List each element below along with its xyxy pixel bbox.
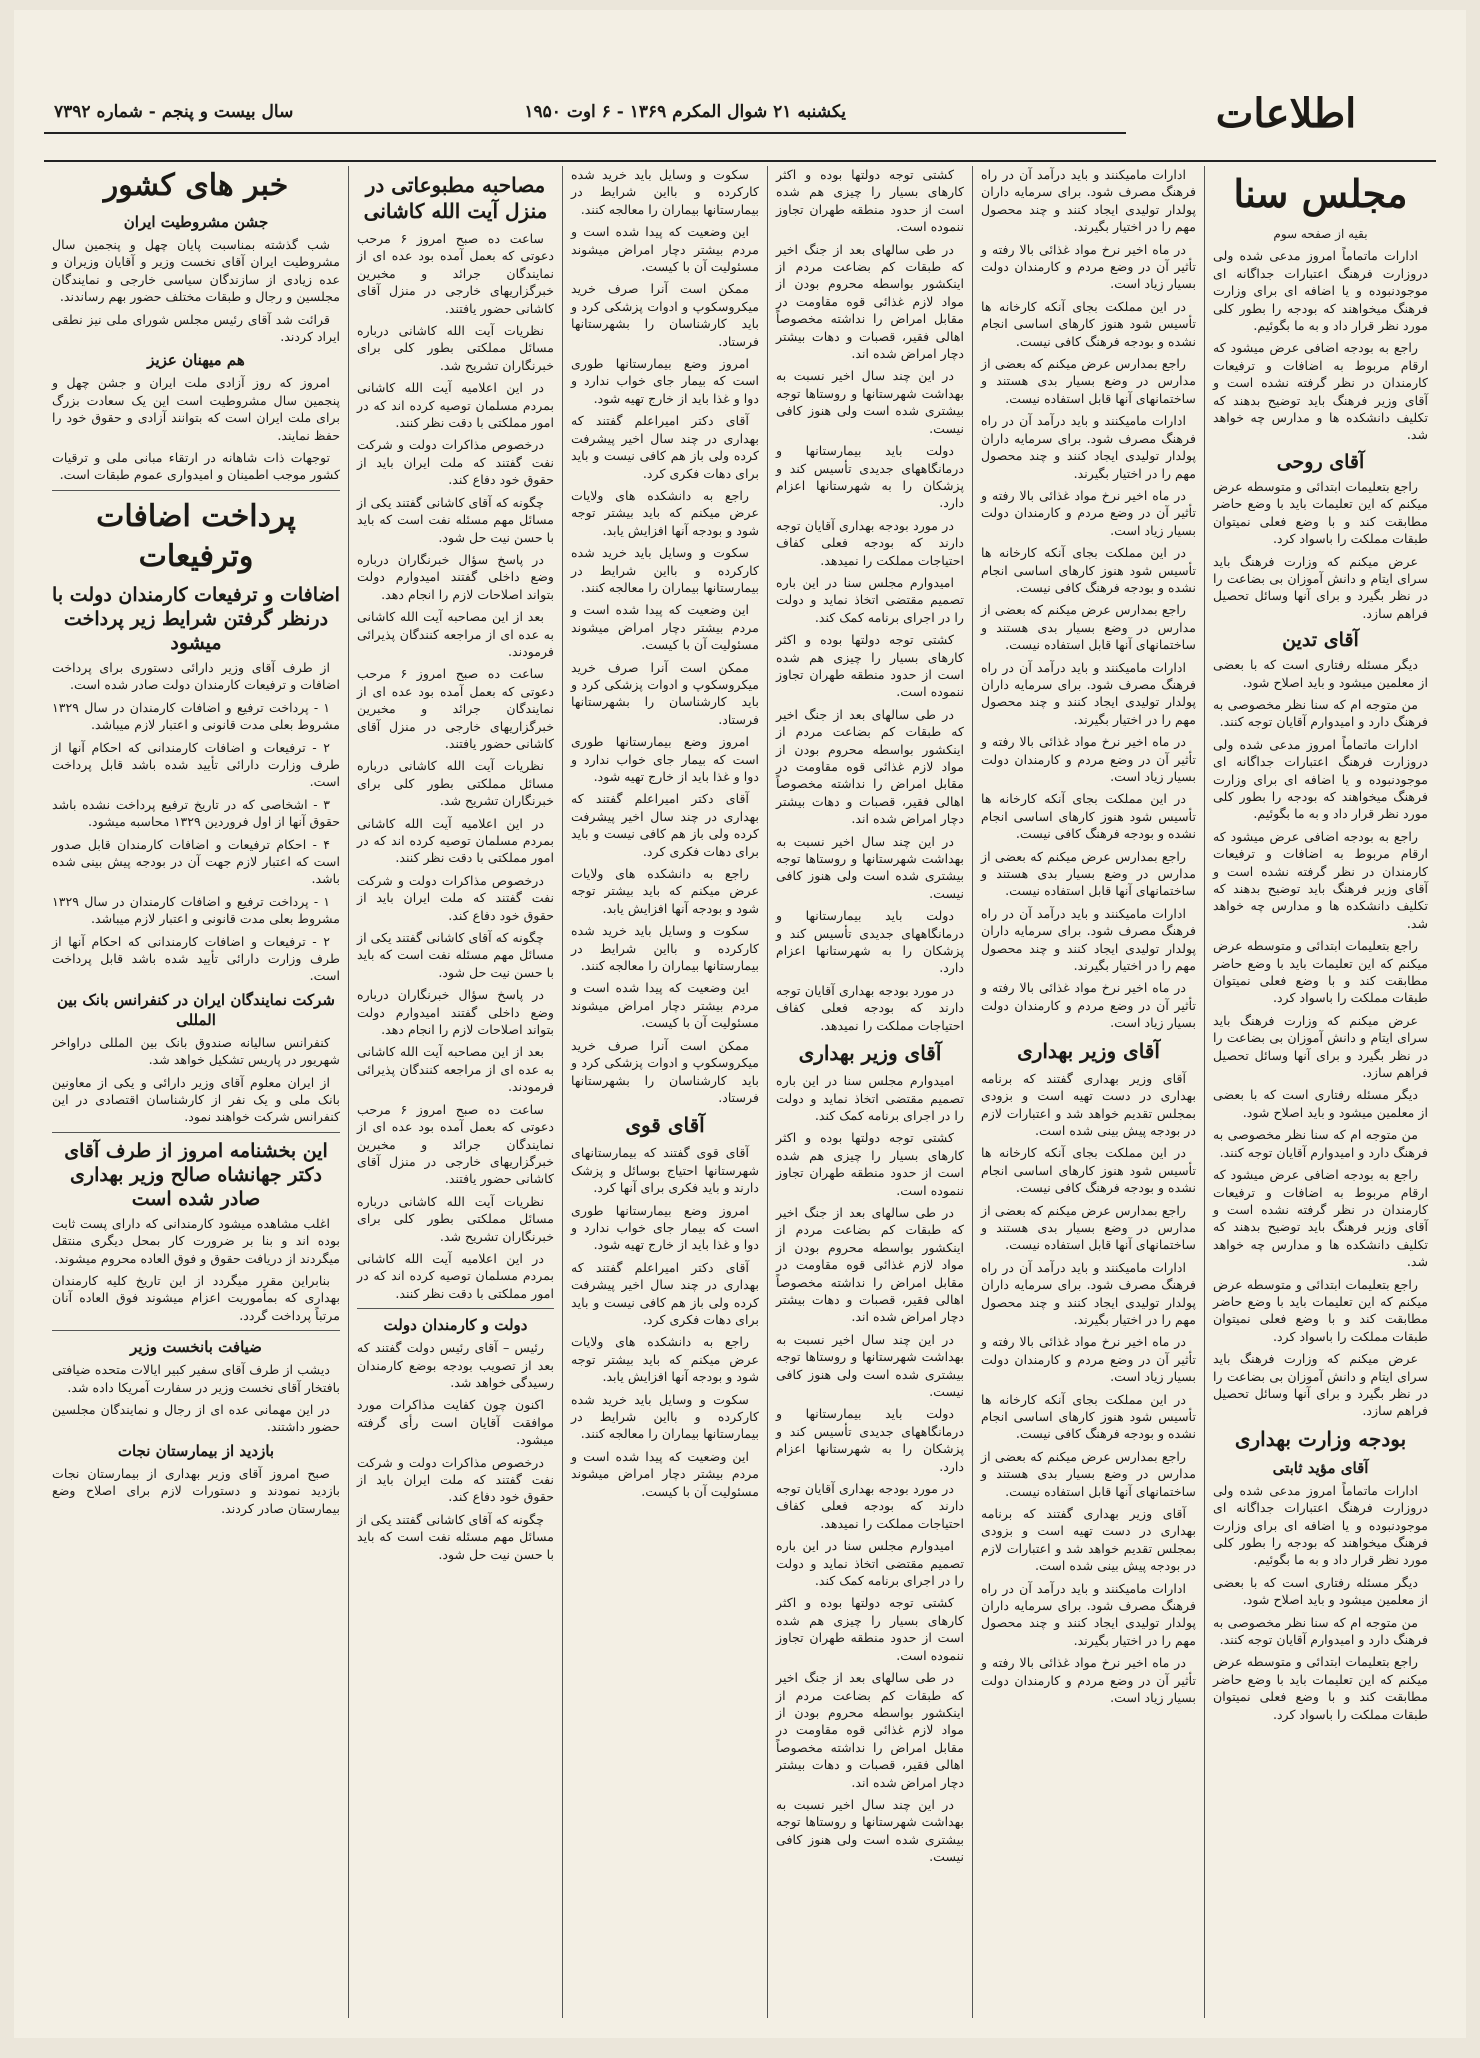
paragraph: امیدوارم مجلس سنا در این باره تصمیم مقتضی اتخاذ نماید و دولت را در اجرای برنامه کمک کند.	[776, 1073, 964, 1123]
paragraph: در این چند سال اخیر نسبت به بهداشت شهرستانها و روستاها توجه بیشتری شده است ولی هنوز کافی نیست.	[776, 833, 964, 901]
paragraph: راجع به دانشکده های ولایات عرض میکنم که باید بیشتر توجه شود و بودجه آنها افزایش یابد.	[571, 487, 759, 538]
paragraph: ادارات ماتماماً امروز مدعی شده ولی دروزارت فرهنگ اعتبارات جداگانه ای موجودنبوده و یا اضافه ای برای وزارت فرهنگ میخواهند که بودجه را بطور کلی مورد نظر قرار داد و به ما بگوئیم.	[1213, 1482, 1428, 1568]
paragraph: امروز وضع بیمارستانها طوری است که بیمار جای خواب ندارد و دوا و غذا باید از خارج تهیه شود.	[571, 734, 759, 784]
paragraph: نظریات آیت الله کاشانی درباره مسائل مملکتی بطور کلی برای خبرنگاران تشریح شد.	[357, 758, 554, 809]
subhead-circular: این بخشنامه امروز از طرف آقای دکتر جهانشاه صالح وزیر بهداری صادر شده است	[64, 1139, 328, 1210]
paragraph: در این مهمانی عده ای از رجال و نمایندگان مجلسین حضور داشتند.	[52, 1402, 340, 1435]
paragraph: ممکن است آنرا صرف خرید میکروسکوپ و ادوات پزشکی کرد و باید کارشناسان را بشهرستانها فرستاد.	[571, 659, 759, 727]
subhead-banquet: ضیافت بانخست وزیر	[130, 1338, 262, 1357]
paragraph: درخصوص مذاکرات دولت و شرکت نفت گفتند که ملت ایران باید از حقوق خود دفاع کند.	[357, 872, 554, 923]
paragraph: اغلب مشاهده میشود کارمندانی که دارای پست ثابت بوده اند و بنا بر ضرورت کار بمحل دیگری منتقل میگردند از دریافت حقوق و فوق العاده محروم میشوند.	[52, 1215, 340, 1266]
subhead-tadayon: آقای تدین	[1282, 629, 1359, 652]
paragraph: نظریات آیت الله کاشانی درباره مسائل مملکتی بطور کلی برای خبرنگاران تشریح شد.	[357, 323, 554, 373]
paragraph: راجع بتعلیمات ابتدائی و متوسطه عرض میکنم که این تعلیمات باید با وضع حاضر مطابقت کند و با وضع فعلی نمیتوان طبقات مملکت را باسواد کرد.	[1213, 1276, 1428, 1344]
paragraph: ممکن است آنرا صرف خرید میکروسکوپ و ادوات پزشکی کرد و باید کارشناسان را بشهرستانها فرستاد.	[571, 281, 759, 349]
divider	[52, 490, 340, 491]
paragraph: ممکن است آنرا صرف خرید میکروسکوپ و ادوات پزشکی کرد و باید کارشناسان را بشهرستانها فرستاد.	[571, 1037, 759, 1105]
paragraph: این وضعیت که پیدا شده است و مردم بیشتر دچار امراض میشوند مسئولیت آن با کیست.	[571, 980, 759, 1031]
paragraph: در مورد بودجه بهداری آقایان توجه دارند که بودجه فعلی کفاف احتیاجات مملکت را نمیدهد.	[776, 982, 964, 1033]
column-senate-2	[972, 166, 1204, 2018]
paragraph: درخصوص مذاکرات دولت و شرکت نفت گفتند که ملت ایران باید از حقوق خود دفاع کند.	[357, 437, 554, 488]
dateline	[44, 102, 1126, 134]
newspaper-page	[14, 10, 1466, 2038]
paragraph: قرائت شد آقای رئیس مجلس شورای ملی نیز نطقی ایراد کردند.	[52, 311, 340, 345]
paragraph: عرض میکنم که وزارت فرهنگ باید سرای ایتام و دانش آموزان بی بضاعت را در نظر بگیرد و برای آنها وسائل تحصیل فراهم سازد.	[1213, 1012, 1428, 1081]
paragraph: ادارات مامیکنند و باید درآمد آن در راه فرهنگ مصرف شود. برای سرمایه داران پولدار تولیدی ایجاد کنند و چند محصول مهم را در اختیار بگیرند.	[981, 1259, 1196, 1327]
subhead-moayed-sabeti: آقای مؤید ثابتی	[1272, 1458, 1369, 1477]
paragraph: دیگر مسئله رفتاری است که با بعضی از معلمین میشود و باید اصلاح شود.	[1213, 1574, 1428, 1608]
paragraph: عرض میکنم که وزارت فرهنگ باید سرای ایتام و دانش آموزان بی بضاعت را در نظر بگیرد و برای آنها وسائل تحصیل فراهم سازد.	[1213, 553, 1428, 621]
paragraph: ۲ - ترفیعات و اضافات کارمندانی که احکام آنها از طرف وزارت دارائی تأیید شده باشد قابل پرداخت است.	[52, 933, 340, 984]
paragraph: در ماه اخیر نرخ مواد غذائی بالا رفته و تأثیر آن در وضع مردم و کارمندان دولت بسیار زیاد است.	[981, 734, 1196, 784]
paragraph: در ماه اخیر نرخ مواد غذائی بالا رفته و تأثیر آن در وضع مردم و کارمندان دولت بسیار زیاد است.	[981, 980, 1196, 1031]
paragraph: راجع بمدارس عرض میکنم که بعضی از مدارس در وضع بسیار بدی هستند و ساختمانهای آنها قابل استفاده نیست.	[981, 602, 1196, 653]
header-rule	[44, 160, 1436, 162]
paragraph: عرض میکنم که وزارت فرهنگ باید سرای ایتام و دانش آموزان بی بضاعت را در نظر بگیرد و برای آنها وسائل تحصیل فراهم سازد.	[1213, 1351, 1428, 1419]
paragraph: کشتی توجه دولتها بوده و اکثر کارهای بسیار را چیزی هم شده است از حدود منطقه طهران تجاوز ننموده است.	[776, 1130, 964, 1198]
paragraph: از ایران معلوم آقای وزیر دارائی و یکی از معاونین بانک ملی و یک نفر از کارشناسان اقتصادی در این کنفرانس شرکت خواهند نمود.	[52, 1074, 340, 1125]
paragraph: ادارات مامیکنند و باید درآمد آن در راه فرهنگ مصرف شود. برای سرمایه داران پولدار تولیدی ایجاد کنند و چند محصول مهم را در اختیار بگیرند.	[981, 905, 1196, 974]
paragraph: رئیس – آقای رئیس دولت گفتند که بعد از تصویب بودجه بوضع کارمندان رسیدگی خواهد شد.	[357, 1340, 554, 1390]
paragraph: در این چند سال اخیر نسبت به بهداشت شهرستانها و روستاها توجه بیشتری شده است ولی هنوز کافی نیست.	[776, 1796, 964, 1865]
paragraph: در طی سالهای بعد از جنگ اخیر که طبقات کم بضاعت مردم از اینکشور بواسطه محروم بودن از مواد لازم غذائی قوه مقاومت در مقابل امراض را نداشته مخصوصاً اهالی فقیر، قصبات و دهات بیشتر دچار امراض شده اند.	[776, 1204, 964, 1325]
paragraph: شب گذشته بمناسبت پایان چهل و پنجمین سال مشروطیت ایران آقای نخست وزیر و آقایان وزیران و عده زیادی از سازندگان سیاسی خارجی و نمایندگان مجلسین و رجال و طبقات مختلف حضور بهم رساندند.	[52, 237, 340, 305]
paragraph: در این مملکت بجای آنکه کارخانه ها تأسیس شود هنوز کارهای اساسی انجام نشده و بودجه فرهنگ کافی نیست.	[981, 1391, 1196, 1442]
paragraph: بعد از این مصاحبه آیت الله کاشانی به عده ای از مراجعه کنندگان پذیرائی فرمودند.	[357, 609, 554, 659]
paragraph: راجع بمدارس عرض میکنم که بعضی از مدارس در وضع بسیار بدی هستند و ساختمانهای آنها قابل استفاده نیست.	[981, 356, 1196, 406]
paragraph: امیدوارم مجلس سنا در این باره تصمیم مقتضی اتخاذ نماید و دولت را در اجرای برنامه کمک کند.	[776, 1538, 964, 1589]
paragraph: بنابراین مقرر میگردد از این تاریخ کلیه کارمندان بهداری که بمأموریت اعزام میشوند فوق العاده آنان مرتباً پرداخت گردد.	[52, 1273, 340, 1323]
paragraph: در این مملکت بجای آنکه کارخانه ها تأسیس شود هنوز کارهای اساسی انجام نشده و بودجه فرهنگ کافی نیست.	[981, 791, 1196, 842]
paragraph: ادارات مامیکنند و باید درآمد آن در راه فرهنگ مصرف شود. برای سرمایه داران پولدار تولیدی ایجاد کنند و چند محصول مهم را در اختیار بگیرند.	[981, 413, 1196, 481]
paragraph: کشتی توجه دولتها بوده و اکثر کارهای بسیار را چیزی هم شده است از حدود منطقه طهران تجاوز ننموده است.	[776, 632, 964, 700]
paragraph: در طی سالهای بعد از جنگ اخیر که طبقات کم بضاعت مردم از اینکشور بواسطه محروم بودن از مواد لازم غذائی قوه مقاومت در مقابل امراض را نداشته مخصوصاً اهالی فقیر، قصبات و دهات بیشتر دچار امراض شده اند.	[776, 1670, 964, 1790]
paragraph: امروز وضع بیمارستانها طوری است که بیمار جای خواب ندارد و دوا و غذا باید از خارج تهیه شود.	[571, 1202, 759, 1253]
paragraph: در ماه اخیر نرخ مواد غذائی بالا رفته و تأثیر آن در وضع مردم و کارمندان دولت بسیار زیاد است.	[981, 487, 1196, 538]
paragraph: ساعت ده صبح امروز ۶ مرحب دعوتی که بعمل آمده بود عده ای از نمایندگان جرائد و مخبرین خبرگزاریهای خارجی در منزل آقای کاشانی حضور یافتند.	[357, 231, 554, 316]
paragraph: آقای قوی گفتند که بیمارستانهای شهرستانها احتیاج بوسائل و پزشک دارند و باید فکری برای آنها کرد.	[571, 1145, 759, 1196]
paragraph: از طرف آقای وزیر دارائی دستوری برای پرداخت اضافات و ترفیعات کارمندان دولت صادر شده است.	[52, 659, 340, 693]
paragraph: کنفرانس سالیانه صندوق بانک بین المللی دراواخر شهریور در پاریس تشکیل خواهد شد.	[52, 1034, 340, 1068]
paragraph: آقای دکتر امیراعلم گفتند که بهداری در چند سال اخیر پیشرفت کرده ولی باز هم کافی نیست و باید برای دهات فکری کرد.	[571, 791, 759, 859]
paragraph: ۱ - پرداخت ترفیع و اضافات کارمندان در سال ۱۳۲۹ مشروط بعلی مدت قانونی و اعتبار لازم میباشد.	[52, 699, 340, 733]
paragraph: دیگر مسئله رفتاری است که با بعضی از معلمین میشود و باید اصلاح شود.	[1213, 1087, 1428, 1120]
paragraph: در طی سالهای بعد از جنگ اخیر که طبقات کم بضاعت مردم از اینکشور بواسطه محروم بودن از مواد لازم غذائی قوه مقاومت در مقابل امراض را نداشته مخصوصاً اهالی فقیر، قصبات و دهات بیشتر دچار امراض شده اند.	[776, 241, 964, 362]
paragraph: درخصوص مذاکرات دولت و شرکت نفت گفتند که ملت ایران باید از حقوق خود دفاع کند.	[357, 1454, 554, 1505]
paragraph: امروز که روز آزادی ملت ایران و جشن چهل و پنجمین سال مشروطیت است این یک سعادت بزرگ برای ملت ایران است که بتوانند آزادی و حقوق خود را حفظ نمایند.	[52, 375, 340, 443]
paragraph: چگونه که آقای کاشانی گفتند یکی از مسائل مهم مسئله نفت است که باید با حسن نیت حل شود.	[357, 1511, 554, 1562]
column-country-news	[44, 166, 348, 2018]
paragraph: من متوجه ام که سنا نظر مخصوصی به فرهنگ دارد و امیدوارم آقایان توجه کنند.	[1213, 1614, 1428, 1648]
paragraph: در مورد بودجه بهداری آقایان توجه دارند که بودجه فعلی کفاف احتیاجات مملکت را نمیدهد.	[776, 517, 964, 568]
paragraph: نظریات آیت الله کاشانی درباره مسائل مملکتی بطور کلی برای خبرنگاران تشریح شد.	[357, 1193, 554, 1244]
paragraph: در این مملکت بجای آنکه کارخانه ها تأسیس شود هنوز کارهای اساسی انجام نشده و بودجه فرهنگ کافی نیست.	[981, 545, 1196, 595]
paragraph: راجع بمدارس عرض میکنم که بعضی از مدارس در وضع بسیار بدی هستند و ساختمانهای آنها قابل استفاده نیست.	[981, 1448, 1196, 1499]
divider	[52, 1330, 340, 1331]
paragraph: آقای وزیر بهداری گفتند که برنامه بهداری در دست تهیه است و بزودی بمجلس تقدیم خواهد شد و اعتبارات لازم در بودجه پیش بینی شده است.	[981, 1070, 1196, 1138]
paragraph: در طی سالهای بعد از جنگ اخیر که طبقات کم بضاعت مردم از اینکشور بواسطه محروم بودن از مواد لازم غذائی قوه مقاومت در مقابل امراض را نداشته مخصوصاً اهالی فقیر، قصبات و دهات بیشتر دچار امراض شده اند.	[776, 706, 964, 827]
paragraph: در پاسخ سؤال خبرنگاران درباره وضع داخلی گفتند امیدوارم دولت بتواند اصلاحات لازم را انجام دهد.	[357, 987, 554, 1038]
paragraph: در این مملکت بجای آنکه کارخانه ها تأسیس شود هنوز کارهای اساسی انجام نشده و بودجه فرهنگ کافی نیست.	[981, 1145, 1196, 1196]
subhead-health-minister-2: آقای وزیر بهداری	[798, 1041, 942, 1066]
paragraph: در ماه اخیر نرخ مواد غذائی بالا رفته و تأثیر آن در وضع مردم و کارمندان دولت بسیار زیاد است.	[981, 1334, 1196, 1385]
paragraph: چگونه که آقای کاشانی گفتند یکی از مسائل مهم مسئله نفت است که باید با حسن نیت حل شود.	[357, 930, 554, 980]
paragraph: ادارات ماتماماً امروز مدعی شده ولی دروزارت فرهنگ اعتبارات جداگانه ای موجودنبوده و یا اضافه ای برای وزارت فرهنگ میخواهند که بودجه را بطور کلی مورد نظر قرار داد و به ما بگوئیم.	[1213, 736, 1428, 822]
paragraph: دولت باید بیمارستانها و درمانگاههای جدیدی تأسیس کند و پزشکان را به شهرستانها اعزام دارد.	[776, 908, 964, 976]
header-bar	[44, 78, 1436, 137]
senate-title: مجلس سنا	[1233, 171, 1408, 216]
paragraph: در این اعلامیه آیت الله کاشانی بمردم مسلمان توصیه کرده اند که در امور مملکتی با دقت نظر کنند.	[357, 815, 554, 866]
paragraph: در این چند سال اخیر نسبت به بهداشت شهرستانها و روستاها توجه بیشتری شده است ولی هنوز کافی نیست.	[776, 1331, 964, 1399]
country-news-title: خبر های کشور	[103, 168, 289, 203]
paragraph: بعد از این مصاحبه آیت الله کاشانی به عده ای از مراجعه کنندگان پذیرائی فرمودند.	[357, 1044, 554, 1095]
paragraph: ساعت ده صبح امروز ۶ مرحب دعوتی که بعمل آمده بود عده ای از نمایندگان جرائد و مخبرین خبرگزاریهای خارجی در منزل آقای کاشانی حضور یافتند.	[357, 1101, 554, 1187]
paragraph: در این اعلامیه آیت الله کاشانی بمردم مسلمان توصیه کرده اند که در امور مملکتی با دقت نظر کنند.	[357, 1250, 554, 1301]
paragraph: ادارات مامیکنند و باید درآمد آن در راه فرهنگ مصرف شود. برای سرمایه داران پولدار تولیدی ایجاد کنند و چند محصول مهم را در اختیار بگیرند.	[981, 1580, 1196, 1648]
paragraph: سکوت و وسایل باید خرید شده کارکرده و بااین شرایط در بیمارستانها بیماران را معالجه کنند.	[571, 545, 759, 595]
paragraph: صبح امروز آقای وزیر بهداری از بیمارستان نجات بازدید نمودند و دستورات لازم برای اصلاح وضع بیمارستان صادر کردند.	[52, 1465, 340, 1516]
paragraph: در ماه اخیر نرخ مواد غذائی بالا رفته و تأثیر آن در وضع مردم و کارمندان دولت بسیار زیاد است.	[981, 241, 1196, 292]
paragraph: راجع به بودجه اضافی عرض میشود که ارقام مربوط به اضافات و ترفیعات کارمندان در نظر گرفته نشده است و آقای وزیر فرهنگ باید توضیح بدهند که تکلیف دانشکده ها و مدارس چه خواهد شد.	[1213, 828, 1428, 931]
paragraph: در پاسخ سؤال خبرنگاران درباره وضع داخلی گفتند امیدوارم دولت بتواند اصلاحات لازم را انجام دهد.	[357, 551, 554, 602]
paragraph: دیگر مسئله رفتاری است که با بعضی از معلمین میشود و باید اصلاح شود.	[1213, 657, 1428, 690]
paragraph: ۱ - پرداخت ترفیع و اضافات کارمندان در سال ۱۳۲۹ مشروط بعلی مدت قانونی و اعتبار لازم میباشد.	[52, 893, 340, 927]
kashani-headline: مصاحبه مطبوعاتی در منزل آیت الله کاشانی	[363, 173, 548, 223]
subhead-health-budget: بودجه وزارت بهداری	[1234, 1426, 1407, 1451]
subhead-rouhi: آقای روحی	[1276, 450, 1365, 473]
paragraph: توجهات ذات شاهانه در ارتقاء مبانی ملی و ترقیات کشور موجب اطمینان و امیدواری عموم طبقات است.	[52, 450, 340, 483]
continued-note: بقیه از صفحه سوم	[1273, 227, 1368, 241]
paragraph: دولت باید بیمارستانها و درمانگاههای جدیدی تأسیس کند و پزشکان را به شهرستانها اعزام دارد.	[776, 443, 964, 511]
paragraph: ساعت ده صبح امروز ۶ مرحب دعوتی که بعمل آمده بود عده ای از نمایندگان جرائد و مخبرین خبرگزاریهای خارجی در منزل آقای کاشانی حضور یافتند.	[357, 666, 554, 751]
paragraph: ۴ - احکام ترفیعات و اضافات کارمندان قابل صدور است که اعتبار لازم جهت آن در بودجه پیش بینی شده باشد.	[52, 836, 340, 887]
masthead-logo: اطلاعات	[1215, 90, 1357, 137]
paragraph: اکنون چون کفایت مذاکرات مورد موافقت آقایان است رأی گرفته میشود.	[357, 1397, 554, 1448]
paragraph: کشتی توجه دولتها بوده و اکثر کارهای بسیار را چیزی هم شده است از حدود منطقه طهران تجاوز ننموده است.	[776, 1595, 964, 1663]
column-health-2	[562, 166, 767, 2018]
paragraph: راجع به دانشکده های ولایات عرض میکنم که باید بیشتر توجه شود و بودجه آنها افزایش یابد.	[571, 1334, 759, 1385]
paragraph: راجع به بودجه اضافی عرض میشود که ارقام مربوط به اضافات و ترفیعات کارمندان در نظر گرفته نشده است و آقای وزیر فرهنگ باید توضیح بدهند که تکلیف دانشکده ها و مدارس چه خواهد شد.	[1213, 1167, 1428, 1270]
raises-subtitle: اضافات و ترفیعات کارمندان دولت با درنظر گرفتن شرایط زیر پرداخت میشود	[52, 583, 340, 654]
paragraph: راجع به دانشکده های ولایات عرض میکنم که باید بیشتر توجه شود و بودجه آنها افزایش یابد.	[571, 866, 759, 916]
paragraph: در این چند سال اخیر نسبت به بهداشت شهرستانها و روستاها توجه بیشتری شده است ولی هنوز کافی نیست.	[776, 368, 964, 436]
paragraph: سکوت و وسایل باید خرید شده کارکرده و بااین شرایط در بیمارستانها بیماران را معالجه کنند.	[571, 923, 759, 974]
paragraph: من متوجه ام که سنا نظر مخصوصی به فرهنگ دارد و امیدوارم آقایان توجه کنند.	[1213, 696, 1428, 730]
paragraph: ادارات ماتماماً امروز مدعی شده ولی دروزارت فرهنگ اعتبارات جداگانه ای موجودنبوده و یا اضافه ای برای وزارت فرهنگ میخواهند که بودجه را بطور کلی مورد نظر قرار داد و به ما بگوئیم.	[1213, 248, 1428, 334]
paragraph: در ماه اخیر نرخ مواد غذائی بالا رفته و تأثیر آن در وضع مردم و کارمندان دولت بسیار زیاد است.	[981, 1655, 1196, 1706]
paragraph: این وضعیت که پیدا شده است و مردم بیشتر دچار امراض میشوند مسئولیت آن با کیست.	[571, 224, 759, 275]
subhead-qavi: آقای قوی	[625, 1113, 705, 1138]
divider	[52, 1132, 340, 1133]
paragraph: ادارات مامیکنند و باید درآمد آن در راه فرهنگ مصرف شود. برای سرمایه داران پولدار تولیدی ایجاد کنند و چند محصول مهم را در اختیار بگیرند.	[981, 659, 1196, 727]
box-title: دولت و کارمندان دولت	[383, 1316, 528, 1335]
paragraph: من متوجه ام که سنا نظر مخصوصی به فرهنگ دارد و امیدوارم آقایان توجه کنند.	[1213, 1127, 1428, 1160]
paragraph: سکوت و وسایل باید خرید شده کارکرده و بااین شرایط در بیمارستانها بیماران را معالجه کنند.	[571, 1391, 759, 1442]
paragraph: ۲ - ترفیعات و اضافات کارمندانی که احکام آنها از طرف وزارت دارائی تأیید شده باشد قابل پرداخت است.	[52, 739, 340, 790]
subhead-constitution: جشن مشروطیت ایران	[123, 213, 269, 231]
paragraph: ادارات مامیکنند و باید درآمد آن در راه فرهنگ مصرف شود. برای سرمایه داران پولدار تولیدی ایجاد کنند و چند محصول مهم را در اختیار بگیرند.	[981, 167, 1196, 235]
subhead-world-bank: شرکت نمایندگان ایران در کنفرانس بانک بین المللی	[57, 990, 335, 1029]
column-health	[767, 166, 972, 2018]
paragraph: راجع بمدارس عرض میکنم که بعضی از مدارس در وضع بسیار بدی هستند و ساختمانهای آنها قابل استفاده نیست.	[981, 848, 1196, 899]
subhead-health-minister: آقای وزیر بهداری	[1017, 1038, 1160, 1063]
issue-date: یکشنبه ۲۱ شوال المکرم ۱۳۶۹ - ۶ اوت ۱۹۵۰	[524, 102, 846, 122]
column-kashani	[348, 166, 562, 2018]
paragraph: امیدوارم مجلس سنا در این باره تصمیم مقتضی اتخاذ نماید و دولت را در اجرای برنامه کمک کند.	[776, 574, 964, 625]
paragraph: راجع بمدارس عرض میکنم که بعضی از مدارس در وضع بسیار بدی هستند و ساختمانهای آنها قابل استفاده نیست.	[981, 1202, 1196, 1253]
paragraph: در این مملکت بجای آنکه کارخانه ها تأسیس شود هنوز کارهای اساسی انجام نشده و بودجه فرهنگ کافی نیست.	[981, 298, 1196, 349]
paragraph: سکوت و وسایل باید خرید شده کارکرده و بااین شرایط در بیمارستانها بیماران را معالجه کنند.	[571, 167, 759, 217]
paragraph: راجع بتعلیمات ابتدائی و متوسطه عرض میکنم که این تعلیمات باید با وضع حاضر مطابقت کند و با وضع فعلی نمیتوان طبقات مملکت را باسواد کرد.	[1213, 1654, 1428, 1722]
paragraph: چگونه که آقای کاشانی گفتند یکی از مسائل مهم مسئله نفت است که باید با حسن نیت حل شود.	[357, 494, 554, 545]
paragraph: آقای دکتر امیراعلم گفتند که بهداری در چند سال اخیر پیشرفت کرده ولی باز هم کافی نیست و باید برای دهات فکری کرد.	[571, 1259, 759, 1327]
paragraph: ۳ - اشخاصی که در تاریخ ترفیع پرداخت نشده باشد حقوق آنها از اول فروردین ۱۳۲۹ محاسبه میشود.	[52, 796, 340, 830]
issue-number: سال بیست و پنجم - شماره ۷۳۹۲	[54, 102, 294, 122]
paragraph: آقای دکتر امیراعلم گفتند که بهداری در چند سال اخیر پیشرفت کرده ولی باز هم کافی نیست و باید برای دهات فکری کرد.	[571, 413, 759, 481]
column-senate	[1204, 166, 1436, 2018]
divider	[357, 1308, 554, 1309]
paragraph: این وضعیت که پیدا شده است و مردم بیشتر دچار امراض میشوند مسئولیت آن با کیست.	[571, 1448, 759, 1499]
paragraph: آقای وزیر بهداری گفتند که برنامه بهداری در دست تهیه است و بزودی بمجلس تقدیم خواهد شد و اعتبارات لازم در بودجه پیش بینی شده است.	[981, 1506, 1196, 1574]
paragraph: دولت باید بیمارستانها و درمانگاههای جدیدی تأسیس کند و پزشکان را به شهرستانها اعزام دارد.	[776, 1406, 964, 1474]
paragraph: این وضعیت که پیدا شده است و مردم بیشتر دچار امراض میشوند مسئولیت آن با کیست.	[571, 602, 759, 653]
paragraph: در مورد بودجه بهداری آقایان توجه دارند که بودجه فعلی کفاف احتیاجات مملکت را نمیدهد.	[776, 1481, 964, 1531]
paragraph: راجع بتعلیمات ابتدائی و متوسطه عرض میکنم که این تعلیمات باید با وضع حاضر مطابقت کند و با وضع فعلی نمیتوان طبقات مملکت را باسواد کرد.	[1213, 478, 1428, 547]
paragraph: امروز وضع بیمارستانها طوری است که بیمار جای خواب ندارد و دوا و غذا باید از خارج تهیه شود.	[571, 356, 759, 406]
subhead-compatriots: هم میهنان عزیز	[147, 351, 245, 370]
subhead-hospital-visit: بازدید از بیمارستان نجات	[117, 1441, 275, 1460]
paragraph: دیشب از طرف آقای سفیر کبیر ایالات متحده ضیافتی بافتخار آقای نخست وزیر در سفارت آمریکا داده شد.	[52, 1362, 340, 1395]
raises-title: پرداخت اضافات وترفیعات	[96, 498, 296, 574]
paragraph: در این اعلامیه آیت الله کاشانی بمردم مسلمان توصیه کرده اند که در امور مملکتی با دقت نظر کنند.	[357, 380, 554, 431]
paragraph: راجع به بودجه اضافی عرض میشود که ارقام مربوط به اضافات و ترفیعات کارمندان در نظر گرفته نشده است و آقای وزیر فرهنگ باید توضیح بدهند که تکلیف دانشکده ها و مدارس چه خواهد شد.	[1213, 340, 1428, 443]
paragraph: کشتی توجه دولتها بوده و اکثر کارهای بسیار را چیزی هم شده است از حدود منطقه طهران تجاوز ننموده است.	[776, 167, 964, 235]
paragraph: راجع بتعلیمات ابتدائی و متوسطه عرض میکنم که این تعلیمات باید با وضع حاضر مطابقت کند و با وضع فعلی نمیتوان طبقات مملکت را باسواد کرد.	[1213, 938, 1428, 1006]
